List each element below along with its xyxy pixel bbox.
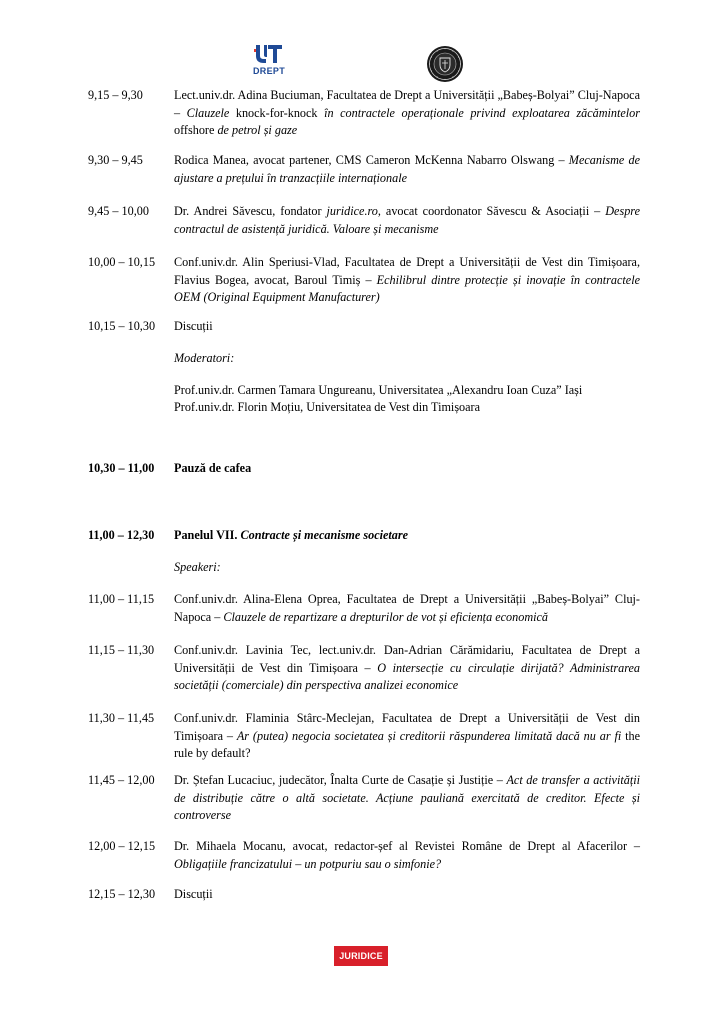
time-slot: 12,00 – 12,15 <box>88 839 156 853</box>
entry-text <box>174 350 640 368</box>
text-segment: Lect.univ.dr. Adina Buciuman, Facultatea de Drept a Universității „Babeș-Bolyai” Cluj-Napoca – <box>174 88 640 120</box>
text-segment: Echilibrul dintre protecție și inovație în contractele OEM (Original Equipment Manufacturer) <box>174 272 640 304</box>
entry-text <box>174 254 640 307</box>
time-slot: 12,15 – 12,30 <box>88 887 156 901</box>
text-segment: juridice.ro <box>326 204 378 218</box>
text-segment: în contractele operaționale privind exploatarea zăcămintelor <box>324 105 641 120</box>
text-segment: Pauză de cafea <box>174 461 252 475</box>
entry-text <box>174 87 640 140</box>
entry-text <box>174 318 640 336</box>
time-slot: 11,00 – 11,15 <box>88 592 155 606</box>
time-slot: 10,30 – 11,00 <box>88 461 155 475</box>
seal-icon <box>426 45 464 83</box>
text-segment: Obligațiile francizatului – un potpuriu sau o simfonie? <box>174 856 442 871</box>
text-segment: Conf.univ.dr. Lavinia Tec, lect.univ.dr. Dan-Adrian Cărămidariu, Facultatea de Drept a Universității de Vest din Timișoara – <box>174 643 640 675</box>
entry-text <box>174 460 640 478</box>
text-segment: Discuții <box>174 319 213 333</box>
text-segment: knock-for-knock <box>235 105 325 120</box>
university-logo <box>253 43 285 79</box>
logo-drept-text: DREPT <box>253 66 286 76</box>
text-segment: de petrol și gaze <box>217 123 298 137</box>
time-slot: 10,15 – 10,30 <box>88 319 156 333</box>
time-slot: 9,15 – 9,30 <box>88 88 143 102</box>
text-segment: Mecanisme de ajustare a prețului în tranzacțiile internaționale <box>174 153 640 185</box>
text-segment: the rule by default? <box>174 728 640 760</box>
text-segment: Act de transfer a activității de distribuție către o altă societate. Acțiune pauliană exercitată de creditor. Efecte și controverse <box>174 773 640 822</box>
entry-text <box>174 772 640 825</box>
time-slot: 11,00 – 12,30 <box>88 528 155 542</box>
text-segment: Conf.univ.dr. Alin Speriusi-Vlad, Facultatea de Drept a Universității de Vest din Timișoara, Flavius Bogea, avocat, Baroul Timiș – <box>174 255 640 287</box>
time-slot: 11,45 – 12,00 <box>88 773 155 787</box>
entry-text <box>174 642 640 695</box>
text-segment: Dr. Mihaela Mocanu, avocat, redactor-șef al Revistei Române de Drept al Afacerilor – <box>174 839 640 853</box>
text-segment: O intersecție cu circulație dirijată? Administrarea societății (comerciale) din perspectiva analizei economice <box>174 660 640 692</box>
text-segment: offshore <box>174 123 218 137</box>
text-segment: Discuții <box>174 887 213 901</box>
entry-text <box>174 591 640 626</box>
text-segment: Contracte și mecanisme societare <box>240 528 409 542</box>
text-segment: Prof.univ.dr. Carmen Tamara Ungureanu, Universitatea „Alexandru Ioan Cuza” Iași <box>174 383 583 397</box>
text-segment: Moderatori: <box>174 351 235 365</box>
text-segment: Conf.univ.dr. Alina-Elena Oprea, Facultatea de Drept a Universității „Babeș-Bolyai” Cluj-Napoca – <box>174 592 640 624</box>
ut-monogram-icon <box>253 43 285 67</box>
time-slot: 11,15 – 11,30 <box>88 643 155 657</box>
entry-text <box>174 838 640 873</box>
entry-text <box>174 203 640 238</box>
text-segment: Rodica Manea, avocat partener, CMS Cameron McKenna Nabarro Olswang – <box>174 153 569 167</box>
text-segment: , avocat coordonator Săvescu & Asociații – <box>377 204 606 218</box>
text-segment: Panelul VII. <box>174 528 241 542</box>
text-segment: Speakeri: <box>174 560 221 574</box>
time-slot: 10,00 – 10,15 <box>88 255 156 269</box>
entry-text <box>174 152 640 187</box>
entry-text <box>174 527 640 545</box>
text-segment: Prof.univ.dr. Florin Moțiu, Universitatea de Vest din Timișoara <box>174 400 481 414</box>
text-segment: Clauzele <box>186 105 236 120</box>
entry-text <box>174 399 640 417</box>
juridice-badge[interactable]: JURIDICE <box>334 946 388 966</box>
text-segment: Clauzele de repartizare a drepturilor de vot și eficiența economică <box>223 609 549 624</box>
entry-text <box>174 710 640 763</box>
text-segment: Dr. Andrei Săvescu, fondator <box>174 204 327 218</box>
entry-text <box>174 559 640 577</box>
entry-text <box>174 886 640 904</box>
text-segment: Conf.univ.dr. Flaminia Stârc-Meclejan, Facultatea de Drept a Universității de Vest din Timișoara – <box>174 711 640 743</box>
text-segment: Dr. Ștefan Lucaciuc, judecător, Înalta Curte de Casație și Justiție – <box>174 773 507 787</box>
text-segment: Despre contractul de asistență juridică. Valoare și mecanisme <box>174 204 640 236</box>
time-slot: 9,45 – 10,00 <box>88 204 149 218</box>
time-slot: 9,30 – 9,45 <box>88 153 143 167</box>
institution-seal-logo <box>426 45 464 83</box>
time-slot: 11,30 – 11,45 <box>88 711 155 725</box>
entry-text <box>174 382 640 400</box>
text-segment: Ar (putea) negocia societatea și creditorii răspunderea limitată dacă nu ar fi <box>236 728 626 743</box>
